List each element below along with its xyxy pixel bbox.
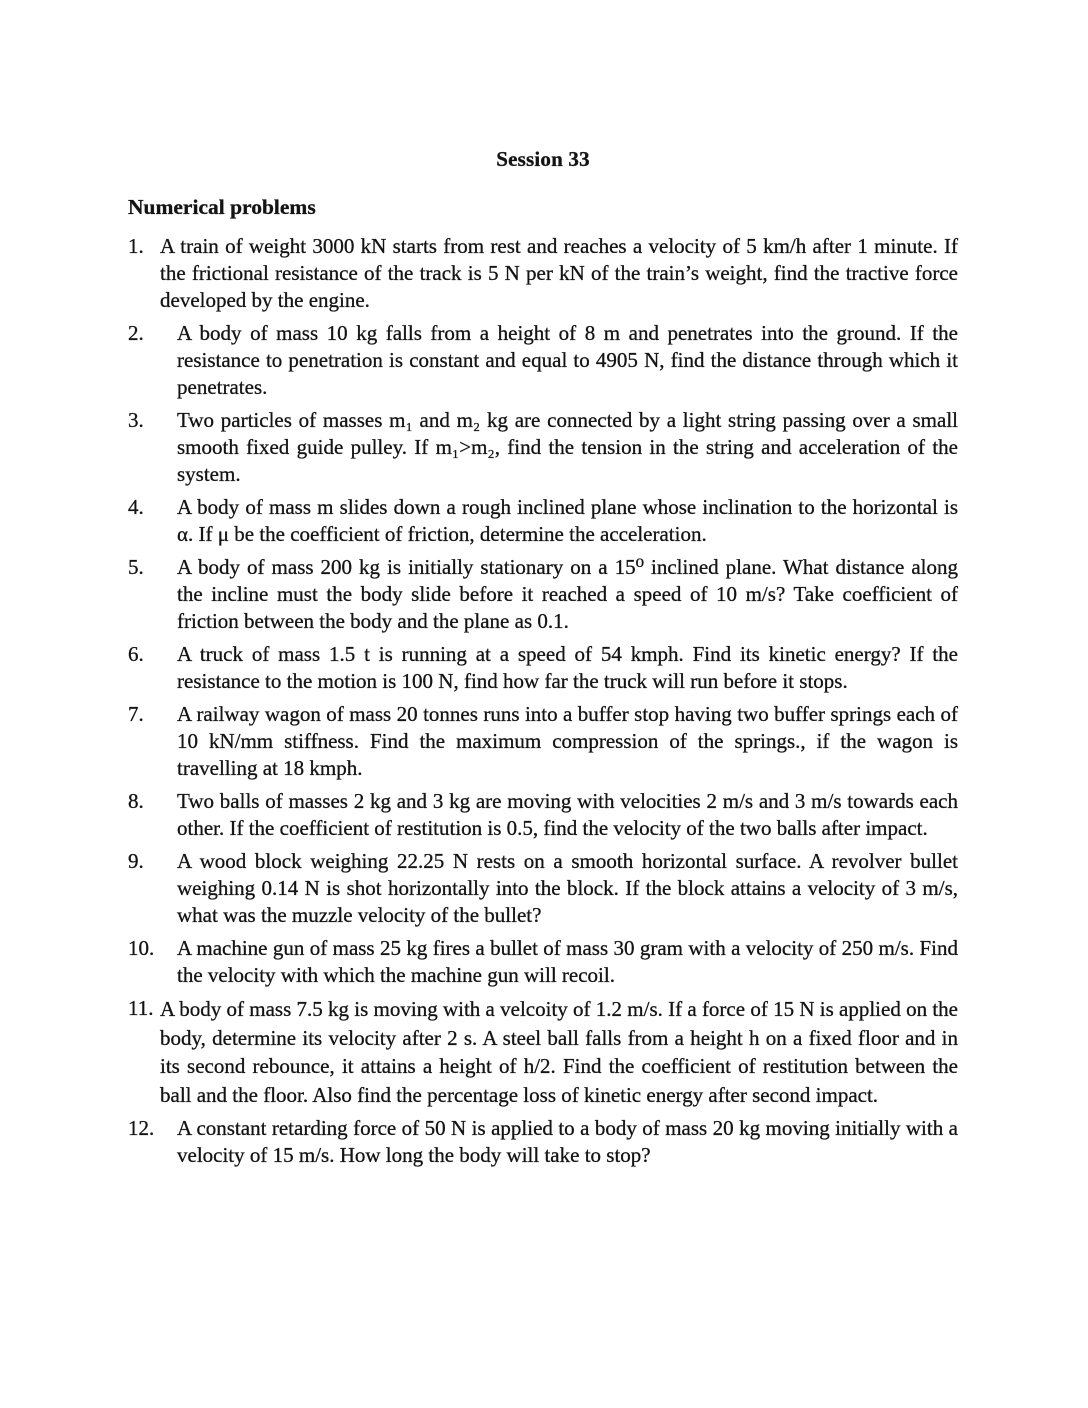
problem-item [128, 320, 958, 401]
problem-text: A constant retarding force of 50 N is applied to a body of mass 20 kg moving initially with a velocity of 15 m/s. How long the body will take to stop? [177, 1116, 958, 1167]
problem-number: 9. [128, 849, 144, 873]
problem-item [128, 233, 958, 314]
problem-number: 10. [128, 936, 155, 960]
problem-item [128, 995, 958, 1109]
problem-text: A body of mass 10 kg falls from a height of 8 m and penetrates into the ground. If the resistance to penetration is constant and equal to 4905 N, find the distance through which it penetrates. [177, 321, 958, 399]
problem-item [128, 494, 958, 548]
problem-item [128, 1115, 958, 1169]
problem-number: 7. [128, 702, 144, 726]
problem-text: A wood block weighing 22.25 N rests on a smooth horizontal surface. A revolver bullet weighing 0.14 N is shot horizontally into the block. If the block attains a velocity of 3 m/s, what was the muzzle velocity of the bullet? [177, 849, 958, 927]
problem-number: 8. [128, 789, 144, 813]
problem-text: A railway wagon of mass 20 tonnes runs into a buffer stop having two buffer springs each of 10 kN/mm stiffness. Find the maximum compression of the springs., if the wagon is travelling at 18 kmph. [177, 702, 958, 780]
problem-item [128, 701, 958, 782]
problem-number: 6. [128, 642, 144, 666]
problem-item [128, 554, 958, 635]
problem-item [128, 935, 958, 989]
problem-text: A train of weight 3000 kN starts from rest and reaches a velocity of 5 km/h after 1 minute. If the frictional resistance of the track is 5 N per kN of the train’s weight, find the tractive force developed by the engine. [160, 234, 958, 312]
problem-text: A machine gun of mass 25 kg fires a bullet of mass 30 gram with a velocity of 250 m/s. Find the velocity with which the machine gun will recoil. [177, 936, 958, 987]
problem-text: A body of mass m slides down a rough inclined plane whose inclination to the horizontal is α. If μ be the coefficient of friction, determine the acceleration. [177, 495, 958, 546]
page-title: Session 33 [496, 147, 590, 171]
problem-number: 12. [128, 1116, 155, 1140]
problem-text: A body of mass 200 kg is initially stationary on a 15⁰ inclined plane. What distance along the incline must the body slide before it reached a speed of 10 m/s? Take coefficient of friction between the body and the plane as 0.1. [177, 555, 958, 633]
problem-number: 4. [128, 495, 144, 519]
problem-number: 5. [128, 555, 144, 579]
problem-item [128, 788, 958, 842]
problem-item [128, 848, 958, 929]
problem-number: 2. [128, 321, 144, 345]
problem-number: 11. [128, 996, 154, 1020]
section-heading: Numerical problems [128, 195, 316, 219]
problem-text: Two balls of masses 2 kg and 3 kg are moving with velocities 2 m/s and 3 m/s towards each other. If the coefficient of restitution is 0.5, find the velocity of the two balls after impact. [177, 789, 958, 840]
problem-text: A truck of mass 1.5 t is running at a speed of 54 kmph. Find its kinetic energy? If the resistance to the motion is 100 N, find how far the truck will run before it stops. [177, 642, 958, 693]
problem-item [128, 641, 958, 695]
problem-text: A body of mass 7.5 kg is moving with a velcoity of 1.2 m/s. If a force of 15 N is applied on the body, determine its velocity after 2 s. A steel ball falls from a height h on a fixed floor and in its second rebounce, it attains a height of h/2. Find the coefficient of restitution between the ball and the floor. Also find the percentage loss of kinetic energy after second impact. [160, 997, 958, 1107]
problem-text: Two particles of masses m₁ and m₂ kg are connected by a light string passing over a small smooth fixed guide pulley. If m₁>m₂, find the tension in the string and acceleration of the system. [177, 408, 958, 486]
problem-item [128, 407, 958, 488]
problem-number: 3. [128, 408, 144, 432]
problem-number: 1. [128, 234, 144, 258]
problems-list [128, 233, 958, 1169]
